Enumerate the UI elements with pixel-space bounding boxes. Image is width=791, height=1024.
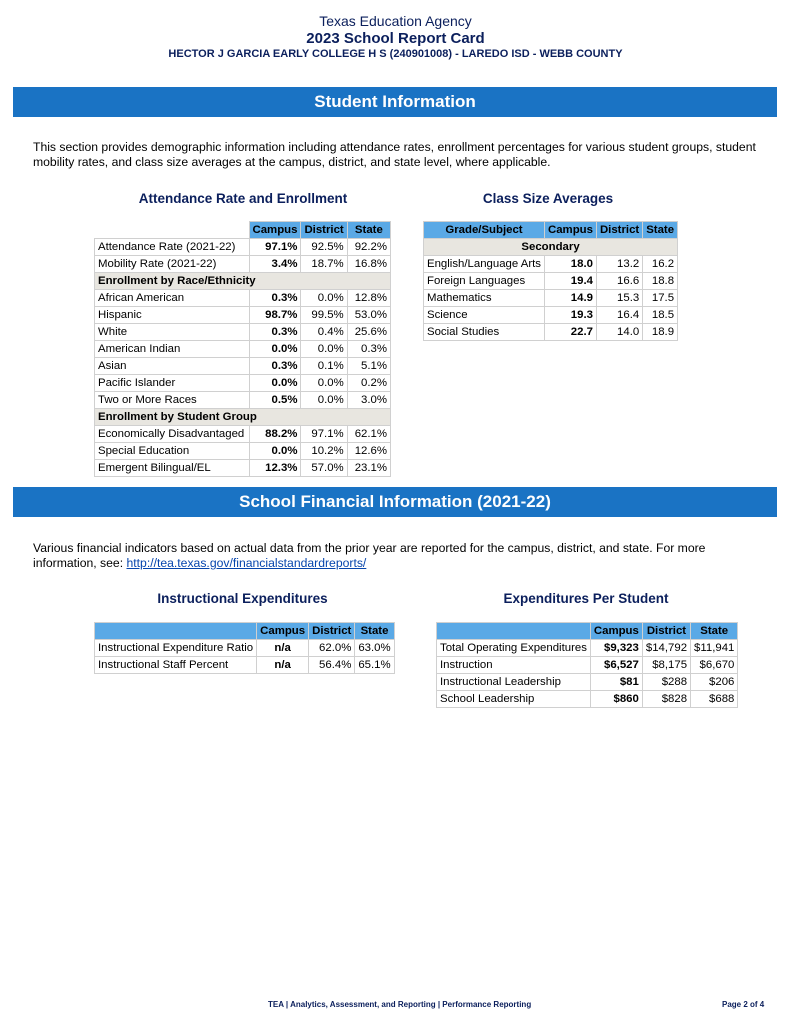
section-header-row [95, 273, 391, 290]
campus-value: 0.3% [249, 358, 301, 375]
district-value: $828 [642, 691, 690, 708]
table-row [424, 273, 678, 290]
state-value: 16.2 [643, 256, 678, 273]
campus-value: 0.3% [249, 290, 301, 307]
table-row [424, 324, 678, 341]
state-value: 16.8% [347, 256, 390, 273]
campus-value: $81 [590, 674, 642, 691]
campus-value: n/a [257, 640, 309, 657]
district-value: 57.0% [301, 460, 347, 477]
row-label: Emergent Bilingual/EL [95, 460, 250, 477]
table-row [95, 392, 391, 409]
table-row [95, 640, 395, 657]
district-value: 15.3 [596, 290, 642, 307]
table-row [95, 657, 395, 674]
attendance-title: Attendance Rate and Enrollment [138, 191, 348, 206]
state-value: 12.8% [347, 290, 390, 307]
financial-info-intro [33, 541, 763, 571]
table-row [95, 239, 391, 256]
campus-value: 22.7 [545, 324, 597, 341]
row-label: Asian [95, 358, 250, 375]
district-value: 0.0% [301, 392, 347, 409]
row-label: Mathematics [424, 290, 545, 307]
campus-value: 19.4 [545, 273, 597, 290]
student-info-banner: Student Information [13, 87, 777, 117]
row-label: Two or More Races [95, 392, 250, 409]
campus-value: n/a [257, 657, 309, 674]
table-row [95, 341, 391, 358]
district-value: 18.7% [301, 256, 347, 273]
state-value: $688 [691, 691, 738, 708]
row-label: Total Operating Expenditures [437, 640, 591, 657]
state-value: $6,670 [691, 657, 738, 674]
state-value: 63.0% [355, 640, 394, 657]
row-label: Special Education [95, 443, 250, 460]
district-value: 10.2% [301, 443, 347, 460]
section-header-row [424, 239, 678, 256]
state-value: 25.6% [347, 324, 390, 341]
state-value: 12.6% [347, 443, 390, 460]
page-number: Page 2 of 4 [722, 1000, 765, 1009]
header-campus: Campus [249, 222, 301, 239]
district-value: 92.5% [301, 239, 347, 256]
campus-value: 0.0% [249, 375, 301, 392]
footer-credit: TEA | Analytics, Assessment, and Reporting | Performance Reporting [268, 1000, 532, 1009]
state-value: 0.2% [347, 375, 390, 392]
district-value: 0.4% [301, 324, 347, 341]
district-value: 13.2 [596, 256, 642, 273]
school-name: HECTOR J GARCIA EARLY COLLEGE H S (240901008) - LAREDO ISD - WEBB COUNTY [168, 48, 623, 60]
district-value: 0.1% [301, 358, 347, 375]
district-value: 62.0% [309, 640, 355, 657]
header-state: State [347, 222, 390, 239]
header-campus: Campus [590, 623, 642, 640]
row-label: English/Language Arts [424, 256, 545, 273]
table-row [437, 640, 738, 657]
attendance-table [94, 221, 391, 477]
row-label: Mobility Rate (2021-22) [95, 256, 250, 273]
row-label: Pacific Islander [95, 375, 250, 392]
row-label: Instructional Expenditure Ratio [95, 640, 257, 657]
campus-value: 88.2% [249, 426, 301, 443]
row-label: Social Studies [424, 324, 545, 341]
race-ethnicity-header: Enrollment by Race/Ethnicity [95, 273, 391, 290]
district-value: $288 [642, 674, 690, 691]
class-size-title: Class Size Averages [482, 191, 614, 206]
state-value: 92.2% [347, 239, 390, 256]
state-value: 5.1% [347, 358, 390, 375]
row-label: African American [95, 290, 250, 307]
table-row [424, 290, 678, 307]
state-value: $11,941 [691, 640, 738, 657]
table-row [95, 256, 391, 273]
table-row [95, 375, 391, 392]
secondary-header: Secondary [424, 239, 678, 256]
financial-reports-link[interactable]: http://tea.texas.gov/financialstandardreports/ [126, 556, 367, 570]
district-value: 99.5% [301, 307, 347, 324]
header-campus: Campus [545, 222, 597, 239]
row-label: Economically Disadvantaged [95, 426, 250, 443]
row-label: White [95, 324, 250, 341]
district-value: 97.1% [301, 426, 347, 443]
instructional-expenditures-table [94, 622, 395, 674]
header-district: District [301, 222, 347, 239]
table-row [95, 358, 391, 375]
state-value: 62.1% [347, 426, 390, 443]
financial-intro-text: Various financial indicators based on actual data from the prior year are reported for the campus, district, and state. For more information, see: [33, 541, 706, 570]
table-row [95, 460, 391, 477]
district-value: $14,792 [642, 640, 690, 657]
campus-value: 12.3% [249, 460, 301, 477]
row-label: Science [424, 307, 545, 324]
table-header-row [95, 623, 395, 640]
header-state: State [355, 623, 394, 640]
agency-name: Texas Education Agency [319, 13, 472, 29]
financial-info-banner: School Financial Information (2021-22) [13, 487, 777, 517]
table-header-row [95, 222, 391, 239]
row-label: School Leadership [437, 691, 591, 708]
report-title: 2023 School Report Card [306, 30, 485, 47]
campus-value: 14.9 [545, 290, 597, 307]
campus-value: 18.0 [545, 256, 597, 273]
state-value: $206 [691, 674, 738, 691]
class-size-table [423, 221, 678, 341]
table-header-row [437, 623, 738, 640]
row-label: Instructional Leadership [437, 674, 591, 691]
campus-value: 0.3% [249, 324, 301, 341]
campus-value: 3.4% [249, 256, 301, 273]
district-value: $8,175 [642, 657, 690, 674]
table-row [437, 657, 738, 674]
campus-value: 0.5% [249, 392, 301, 409]
row-label: Attendance Rate (2021-22) [95, 239, 250, 256]
expenditures-per-student-table [436, 622, 738, 708]
instructional-expenditures-title: Instructional Expenditures [157, 591, 328, 606]
state-value: 0.3% [347, 341, 390, 358]
district-value: 16.4 [596, 307, 642, 324]
campus-value: $860 [590, 691, 642, 708]
table-row [95, 307, 391, 324]
state-value: 17.5 [643, 290, 678, 307]
campus-value: 19.3 [545, 307, 597, 324]
header-district: District [642, 623, 690, 640]
header-grade-subject: Grade/Subject [424, 222, 545, 239]
table-header-row [424, 222, 678, 239]
table-row [437, 674, 738, 691]
expenditures-per-student-title: Expenditures Per Student [503, 591, 669, 606]
table-row [437, 691, 738, 708]
table-row [95, 426, 391, 443]
district-value: 0.0% [301, 341, 347, 358]
campus-value: $9,323 [590, 640, 642, 657]
row-label: Foreign Languages [424, 273, 545, 290]
campus-value: $6,527 [590, 657, 642, 674]
district-value: 56.4% [309, 657, 355, 674]
table-row [424, 256, 678, 273]
campus-value: 0.0% [249, 341, 301, 358]
header-district: District [309, 623, 355, 640]
state-value: 23.1% [347, 460, 390, 477]
district-value: 16.6 [596, 273, 642, 290]
campus-value: 97.1% [249, 239, 301, 256]
state-value: 18.5 [643, 307, 678, 324]
state-value: 65.1% [355, 657, 394, 674]
state-value: 3.0% [347, 392, 390, 409]
campus-value: 0.0% [249, 443, 301, 460]
table-row [95, 290, 391, 307]
row-label: Hispanic [95, 307, 250, 324]
header-blank [95, 222, 250, 239]
student-group-header: Enrollment by Student Group [95, 409, 391, 426]
row-label: Instructional Staff Percent [95, 657, 257, 674]
campus-value: 98.7% [249, 307, 301, 324]
header-blank [437, 623, 591, 640]
row-label: Instruction [437, 657, 591, 674]
header-blank [95, 623, 257, 640]
table-row [95, 443, 391, 460]
district-value: 0.0% [301, 375, 347, 392]
table-row [95, 324, 391, 341]
header-state: State [691, 623, 738, 640]
state-value: 18.9 [643, 324, 678, 341]
header-campus: Campus [257, 623, 309, 640]
section-header-row [95, 409, 391, 426]
header-state: State [643, 222, 678, 239]
table-row [424, 307, 678, 324]
header-district: District [596, 222, 642, 239]
state-value: 18.8 [643, 273, 678, 290]
state-value: 53.0% [347, 307, 390, 324]
district-value: 14.0 [596, 324, 642, 341]
district-value: 0.0% [301, 290, 347, 307]
student-info-intro: This section provides demographic information including attendance rates, enrollment percentages for various student groups, student mobility rates, and class size averages at the campus, district, and state level, where applicable. [33, 140, 756, 169]
row-label: American Indian [95, 341, 250, 358]
